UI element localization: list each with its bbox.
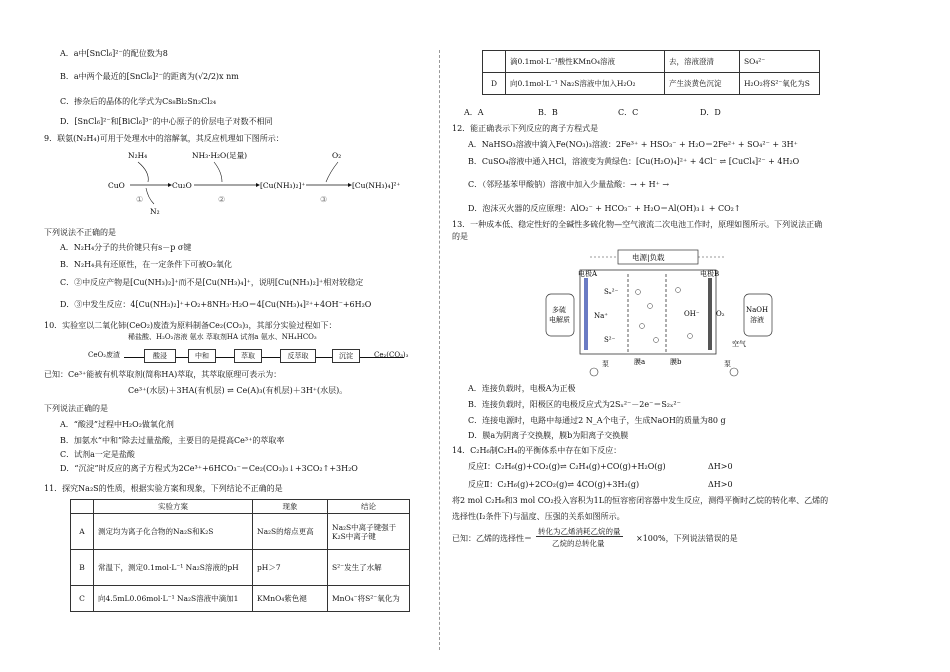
membrane-b-label: 膜b [670,358,682,366]
row-obs: pH＞7 [253,550,328,586]
q14-stem: 14．C₂H₆制C₂H₄的平衡体系中存在如下反应： [452,446,622,455]
label-o2: O₂ [716,310,725,318]
th-plan: 实验方案 [94,500,253,514]
table-row [71,550,410,586]
species-cu-nh3-2: [Cu(NH₃)₂]⁺ [260,181,306,190]
q9-stem: 9．联氨(N₂H₄)可用于处理水中的溶解氧，其反应机理如下图所示： [44,134,284,143]
pump-right-label: 泵 [724,360,731,368]
power-load-label: 电源|负载 [632,253,665,262]
row-obs: Na₂S的熔点更高 [253,514,328,550]
q10-flowchart [88,345,418,367]
row-con: S²⁻发生了水解 [328,550,410,586]
column-divider [439,50,440,650]
tank-left [546,294,574,336]
q11-table-continued [482,50,820,95]
q9-question: 下列说法不正确的是 [44,228,116,237]
q14-reaction-2-dh: ΔH>0 [708,480,733,489]
curve-in-2 [214,162,222,182]
label-oh: OH⁻ [684,310,700,318]
step-2: ② [218,195,226,204]
q13-option-c: C．连接电源时，电路中每通过2 N_A个电子，生成NaOH的质量为80 g [468,416,726,425]
q8-option-c: C．掺杂后的晶体的化学式为Cs₈Bi₂Sn₂Cl₂₄ [60,97,217,106]
q13-stem: 13．一种成本低、稳定性好的全碱性多硫化物—空气液流二次电池工作时，原理如图所示。下列说法正确 [452,220,823,229]
tank-right [744,294,772,336]
curve-in-3 [326,162,338,182]
q11-option-d: D．D [700,108,721,117]
flow-acid-leach: 酸浸 [144,349,176,363]
species-cuo: CuO [108,181,125,190]
flow-extract: 萃取 [234,349,262,363]
row-plan: 常温下，测定0.1mol·L⁻¹ Na₂S溶液的pH [94,550,253,586]
flow-precipitate: 沉淀 [332,349,360,363]
electrode-b-label: 电极B [700,270,720,278]
row-key [483,51,506,73]
table-row [483,73,820,95]
membrane-a-label: 膜a [634,358,646,366]
row-plan: 向4.5mL0.06mol·L⁻¹ Na₂S溶液中滴加1 [94,586,253,612]
table-row [71,586,410,612]
row-key: C [71,586,94,612]
selectivity-denominator: 乙烷的总转化量 [552,539,605,548]
q9-option-b: B．N₂H₄具有还原性，在一定条件下可被O₂氧化 [60,260,233,269]
q10-option-c: C．试剂a一定是盐酸 [60,450,135,459]
tank-left-label-2: 电解质 [549,316,570,324]
q12-option-a: A．NaHSO₃溶液中滴入Fe(NO₃)₃溶液：2Fe³⁺ + HSO₃⁻ + H₂O＝2Fe²⁺ + SO₄²⁻ + 3H⁺ [468,140,798,149]
label-sx: Sₓ²⁻ [604,288,619,296]
reagent-n2h4: N₂H₄ [128,151,148,160]
q14-selectivity-pre: 已知：乙烯的选择性＝ [452,534,532,543]
tank-right-label-2: 溶液 [750,316,764,324]
electrode-b [708,278,712,350]
q12-option-b: B．CuSO₄溶液中通入HCl，溶液变为黄绿色：[Cu(H₂O)₄]²⁺ + 4Cl⁻ ⇌ [CuCl₄]²⁻ + 4H₂O [468,157,800,166]
q14-para-2: 选择性(Ι₂条件下)与温度、压强的关系如图所示。 [452,512,625,521]
q11-option-b: B．B [538,108,558,117]
q14-selectivity-post: ×100%，下列说法错误的是 [636,534,738,543]
q14-reaction-1-dh: ΔH>0 [708,462,733,471]
flow-back-extract: 反萃取 [280,349,316,363]
pump-left-label: 泵 [602,360,609,368]
row-key: A [71,514,94,550]
q10-question: 下列说法正确的是 [44,404,108,413]
row-con: Na₂S中离子键强于K₂S中离子键 [328,514,410,550]
th-con: 结论 [328,500,410,514]
flow-end: Ce₂(CO₃)₃ [374,351,409,359]
row-key: B [71,550,94,586]
step-3: ③ [320,195,328,204]
q8-option-b: B．a中两个最近的[SnCl₆]²⁻的距离为(√2/2)x nm [60,72,239,81]
species-cu-nh3-4: [Cu(NH₃)₄]²⁺ [352,181,401,190]
curve-out-1 [146,188,154,204]
q13-option-d: D．膜a为阴离子交换膜，膜b为阳离子交换膜 [468,431,629,440]
reagent-ammonia: NH₃·H₂O(足量) [192,151,248,160]
q10-known: 已知：Ce³⁺能被有机萃取剂(简称HA)萃取，其萃取原理可表示为： [44,370,282,379]
electrode-a-label: 电极A [578,270,598,278]
q12-option-d: D．泡沫灭火器的反应原理：AlO₂⁻ + HCO₃⁻ + H₂O＝Al(OH)₃↓ + CO₂↑ [468,204,741,213]
q14-para-1: 将2 mol C₂H₆和3 mol CO₂投入容积为1L的恒容密闭容器中发生反应，测得平衡时乙烷的转化率、乙烯的 [452,496,829,505]
q10-reagents: 稀盐酸、H₂O₂溶液 氨水 萃取剂HA 试剂a 氨水、NH₄HCO₃ [128,333,317,341]
th-obs: 现象 [253,500,328,514]
q8-option-a: A．a中[SnCl₆]²⁻的配位数为8 [60,49,168,58]
q10-option-b: B．加氨水“中和”除去过量盐酸，主要目的是提高Ce³⁺的萃取率 [60,436,285,445]
row-con: H₂O₂将S²⁻氧化为S [740,73,820,95]
q13-option-b: B．连接负载时，阳极区的电极反应式为2Sₓ²⁻－2e⁻＝S₂ₓ²⁻ [468,400,681,409]
label-na: Na⁺ [594,312,608,320]
tank-left-label-1: 多硫 [552,306,566,314]
q9-option-d: D．③中发生反应：4[Cu(NH₃)₂]⁺+O₂+8NH₃·H₂O＝4[Cu(NH₃)₄]²⁺+4OH⁻+6H₂O [60,300,372,309]
row-plan: 滴0.1mol·L⁻¹酸性KMnO₄溶液 [506,51,665,73]
row-obs: 去，溶液澄清 [665,51,740,73]
q10-option-d: D．“沉淀”时反应的离子方程式为2Ce³⁺+6HCO₃⁻＝Ce₂(CO₃)₃↓+3CO₂↑+3H₂O [60,464,358,473]
label-s2: S²⁻ [604,336,616,344]
tank-right-label-1: NaOH [746,306,769,314]
air-label: 空气 [732,340,746,348]
row-key: D [483,73,506,95]
q14-reaction-1: 反应Ⅰ：C₂H₆(g)+CO₂(g)⇌ C₂H₄(g)+CO(g)+H₂O(g) [468,462,666,471]
row-plan: 测定均为离子化合物的Na₂S和K₂S [94,514,253,550]
table-row [71,514,410,550]
q11-table [70,499,410,612]
row-con: SO₄²⁻ [740,51,820,73]
flow-start: CeO₂废渣 [88,351,121,359]
q11-option-a: A．A [464,108,484,117]
electrode-a [584,278,588,350]
curve-in-1 [138,162,148,182]
row-con: MnO₄⁻将S²⁻氧化为 [328,586,410,612]
q10-stem: 10．实验室以二氧化铈(CeO₂)废渣为原料制备Ce₂(CO₃)₃，其部分实验过程如下： [44,321,337,330]
pump-right [730,368,738,376]
species-cu2o: Cu₂O [172,181,192,190]
q11-option-c: C．C [618,108,639,117]
flow-neutralize: 中和 [188,349,216,363]
q10-equation: Ce³⁺(水层)＋3HA(有机层) ⇌ Ce(A)₃(有机层)＋3H⁺(水层)。 [128,386,348,395]
pump-left [590,368,598,376]
table-row [483,51,820,73]
step-1: ① [136,195,144,204]
q13-cell-diagram [544,246,784,380]
q9-reaction-scheme [94,146,424,222]
q14-reaction-2: 反应Ⅱ：C₂H₆(g)+2CO₂(g)⇌ 4CO(g)+3H₂(g) [468,480,640,489]
row-plan: 向0.1mol·L⁻¹ Na₂S溶液中加入H₂O₂ [506,73,665,95]
q9-option-a: A．N₂H₄分子的共价键只有s－p σ键 [60,243,192,252]
q10-option-a: A．“酸浸”过程中H₂O₂做氧化剂 [60,420,174,429]
product-n2: N₂ [150,207,160,216]
th-key [71,500,94,514]
row-obs: KMnO₄紫色褪 [253,586,328,612]
q12-option-c: C．（邻羟基苯甲酸钠）溶液中加入少量盐酸：→ + H⁺ → [468,180,670,189]
q9-option-c: C．②中反应产物是[Cu(NH₃)₂]⁺而不是[Cu(NH₃)₄]⁺，说明[Cu(NH₃)₂]⁺相对较稳定 [60,278,364,287]
q13-stem-2: 的是 [452,232,468,241]
reagent-o2: O₂ [332,151,342,160]
selectivity-numerator: 转化为乙烯消耗乙烷的量 [538,527,621,536]
row-obs: 产生淡黄色沉淀 [665,73,740,95]
q12-stem: 12．能正确表示下列反应的离子方程式是 [452,124,599,133]
q11-stem: 11．探究Na₂S的性质，根据实验方案和现象，下列结论不正确的是 [44,484,283,493]
q13-option-a: A．连接负载时，电极A为正极 [468,384,576,393]
q8-option-d: D．[SnCl₆]²⁻和[BiCl₆]³⁻的中心原子的价层电子对数不相同 [60,117,273,126]
